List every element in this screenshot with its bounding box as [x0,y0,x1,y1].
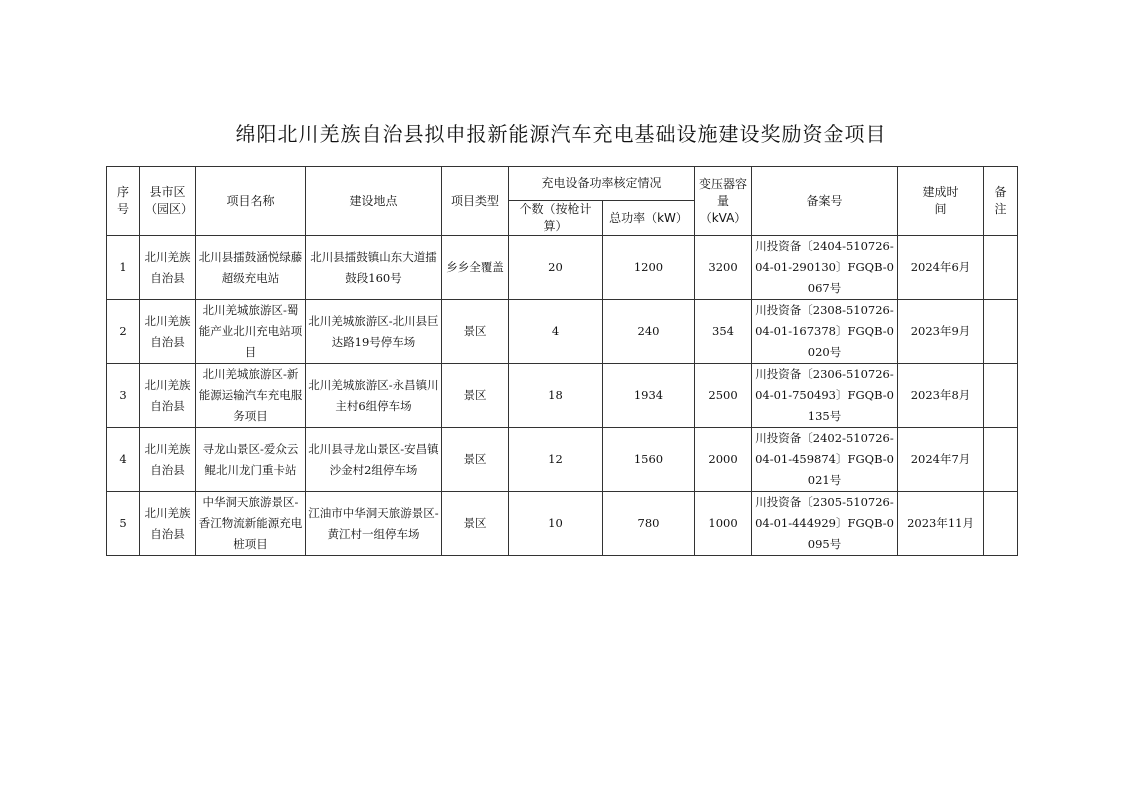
cell-note [984,364,1018,428]
cell-note [984,236,1018,300]
cell-total-power: 1934 [603,364,695,428]
cell-completion-date: 2024年6月 [898,236,984,300]
cell-transformer: 1000 [695,492,752,556]
cell-county: 北川羌族自治县 [140,300,196,364]
cell-charger-count: 18 [509,364,603,428]
cell-project-type: 景区 [442,300,509,364]
cell-record-number: 川投资备〔2305-510726-04-01-444929〕FGQB-0095号 [752,492,898,556]
header-note: 备注 [984,167,1018,236]
header-county: 县市区（园区） [140,167,196,236]
header-record-number: 备案号 [752,167,898,236]
cell-project-type: 景区 [442,428,509,492]
cell-location: 北川羌城旅游区-永昌镇川主村6组停车场 [306,364,442,428]
cell-charger-count: 20 [509,236,603,300]
cell-project-name: 中华洞天旅游景区-香江物流新能源充电桩项目 [196,492,306,556]
header-project-type: 项目类型 [442,167,509,236]
project-table [106,166,1018,556]
header-charger-count: 个数（按枪计算） [509,201,603,236]
cell-project-name: 北川羌城旅游区-蜀能产业北川充电站项目 [196,300,306,364]
cell-county: 北川羌族自治县 [140,428,196,492]
cell-completion-date: 2023年11月 [898,492,984,556]
cell-note [984,428,1018,492]
table-row [107,364,1018,428]
header-completion-date: 建成时间 [898,167,984,236]
cell-location: 北川县擂鼓镇山东大道擂鼓段160号 [306,236,442,300]
cell-county: 北川羌族自治县 [140,364,196,428]
cell-seq: 2 [107,300,140,364]
cell-county: 北川羌族自治县 [140,236,196,300]
cell-total-power: 240 [603,300,695,364]
cell-transformer: 3200 [695,236,752,300]
cell-seq: 1 [107,236,140,300]
cell-charger-count: 10 [509,492,603,556]
cell-total-power: 1560 [603,428,695,492]
cell-project-type: 景区 [442,492,509,556]
header-transformer: 变压器容量（kVA） [695,167,752,236]
cell-location: 江油市中华洞天旅游景区-黄江村一组停车场 [306,492,442,556]
cell-note [984,492,1018,556]
cell-transformer: 354 [695,300,752,364]
header-total-power: 总功率（kW） [603,201,695,236]
table-row [107,236,1018,300]
cell-seq: 4 [107,428,140,492]
cell-county: 北川羌族自治县 [140,492,196,556]
cell-transformer: 2500 [695,364,752,428]
cell-location: 北川县寻龙山景区-安昌镇沙金村2组停车场 [306,428,442,492]
cell-record-number: 川投资备〔2308-510726-04-01-167378〕FGQB-0020号 [752,300,898,364]
cell-transformer: 2000 [695,428,752,492]
header-equipment-group: 充电设备功率核定情况 [509,167,695,201]
cell-charger-count: 4 [509,300,603,364]
cell-project-name: 寻龙山景区-爱众云鲲北川龙门重卡站 [196,428,306,492]
header-row-top [107,167,1018,201]
cell-project-name: 北川县擂鼓涵悦绿藤超级充电站 [196,236,306,300]
cell-completion-date: 2023年8月 [898,364,984,428]
header-project-name: 项目名称 [196,167,306,236]
cell-note [984,300,1018,364]
cell-total-power: 1200 [603,236,695,300]
cell-project-type: 乡乡全覆盖 [442,236,509,300]
cell-total-power: 780 [603,492,695,556]
cell-record-number: 川投资备〔2402-510726-04-01-459874〕FGQB-0021号 [752,428,898,492]
cell-location: 北川羌城旅游区-北川县巨达路19号停车场 [306,300,442,364]
cell-record-number: 川投资备〔2404-510726-04-01-290130〕FGQB-0067号 [752,236,898,300]
cell-seq: 5 [107,492,140,556]
cell-completion-date: 2023年9月 [898,300,984,364]
header-location: 建设地点 [306,167,442,236]
cell-seq: 3 [107,364,140,428]
cell-charger-count: 12 [509,428,603,492]
table-row [107,428,1018,492]
cell-completion-date: 2024年7月 [898,428,984,492]
header-seq: 序号 [107,167,140,236]
table-row [107,300,1018,364]
cell-project-type: 景区 [442,364,509,428]
cell-project-name: 北川羌城旅游区-新能源运输汽车充电服务项目 [196,364,306,428]
document-title: 绵阳北川羌族自治县拟申报新能源汽车充电基础设施建设奖励资金项目 [235,122,887,146]
cell-record-number: 川投资备〔2306-510726-04-01-750493〕FGQB-0135号 [752,364,898,428]
table-row [107,492,1018,556]
